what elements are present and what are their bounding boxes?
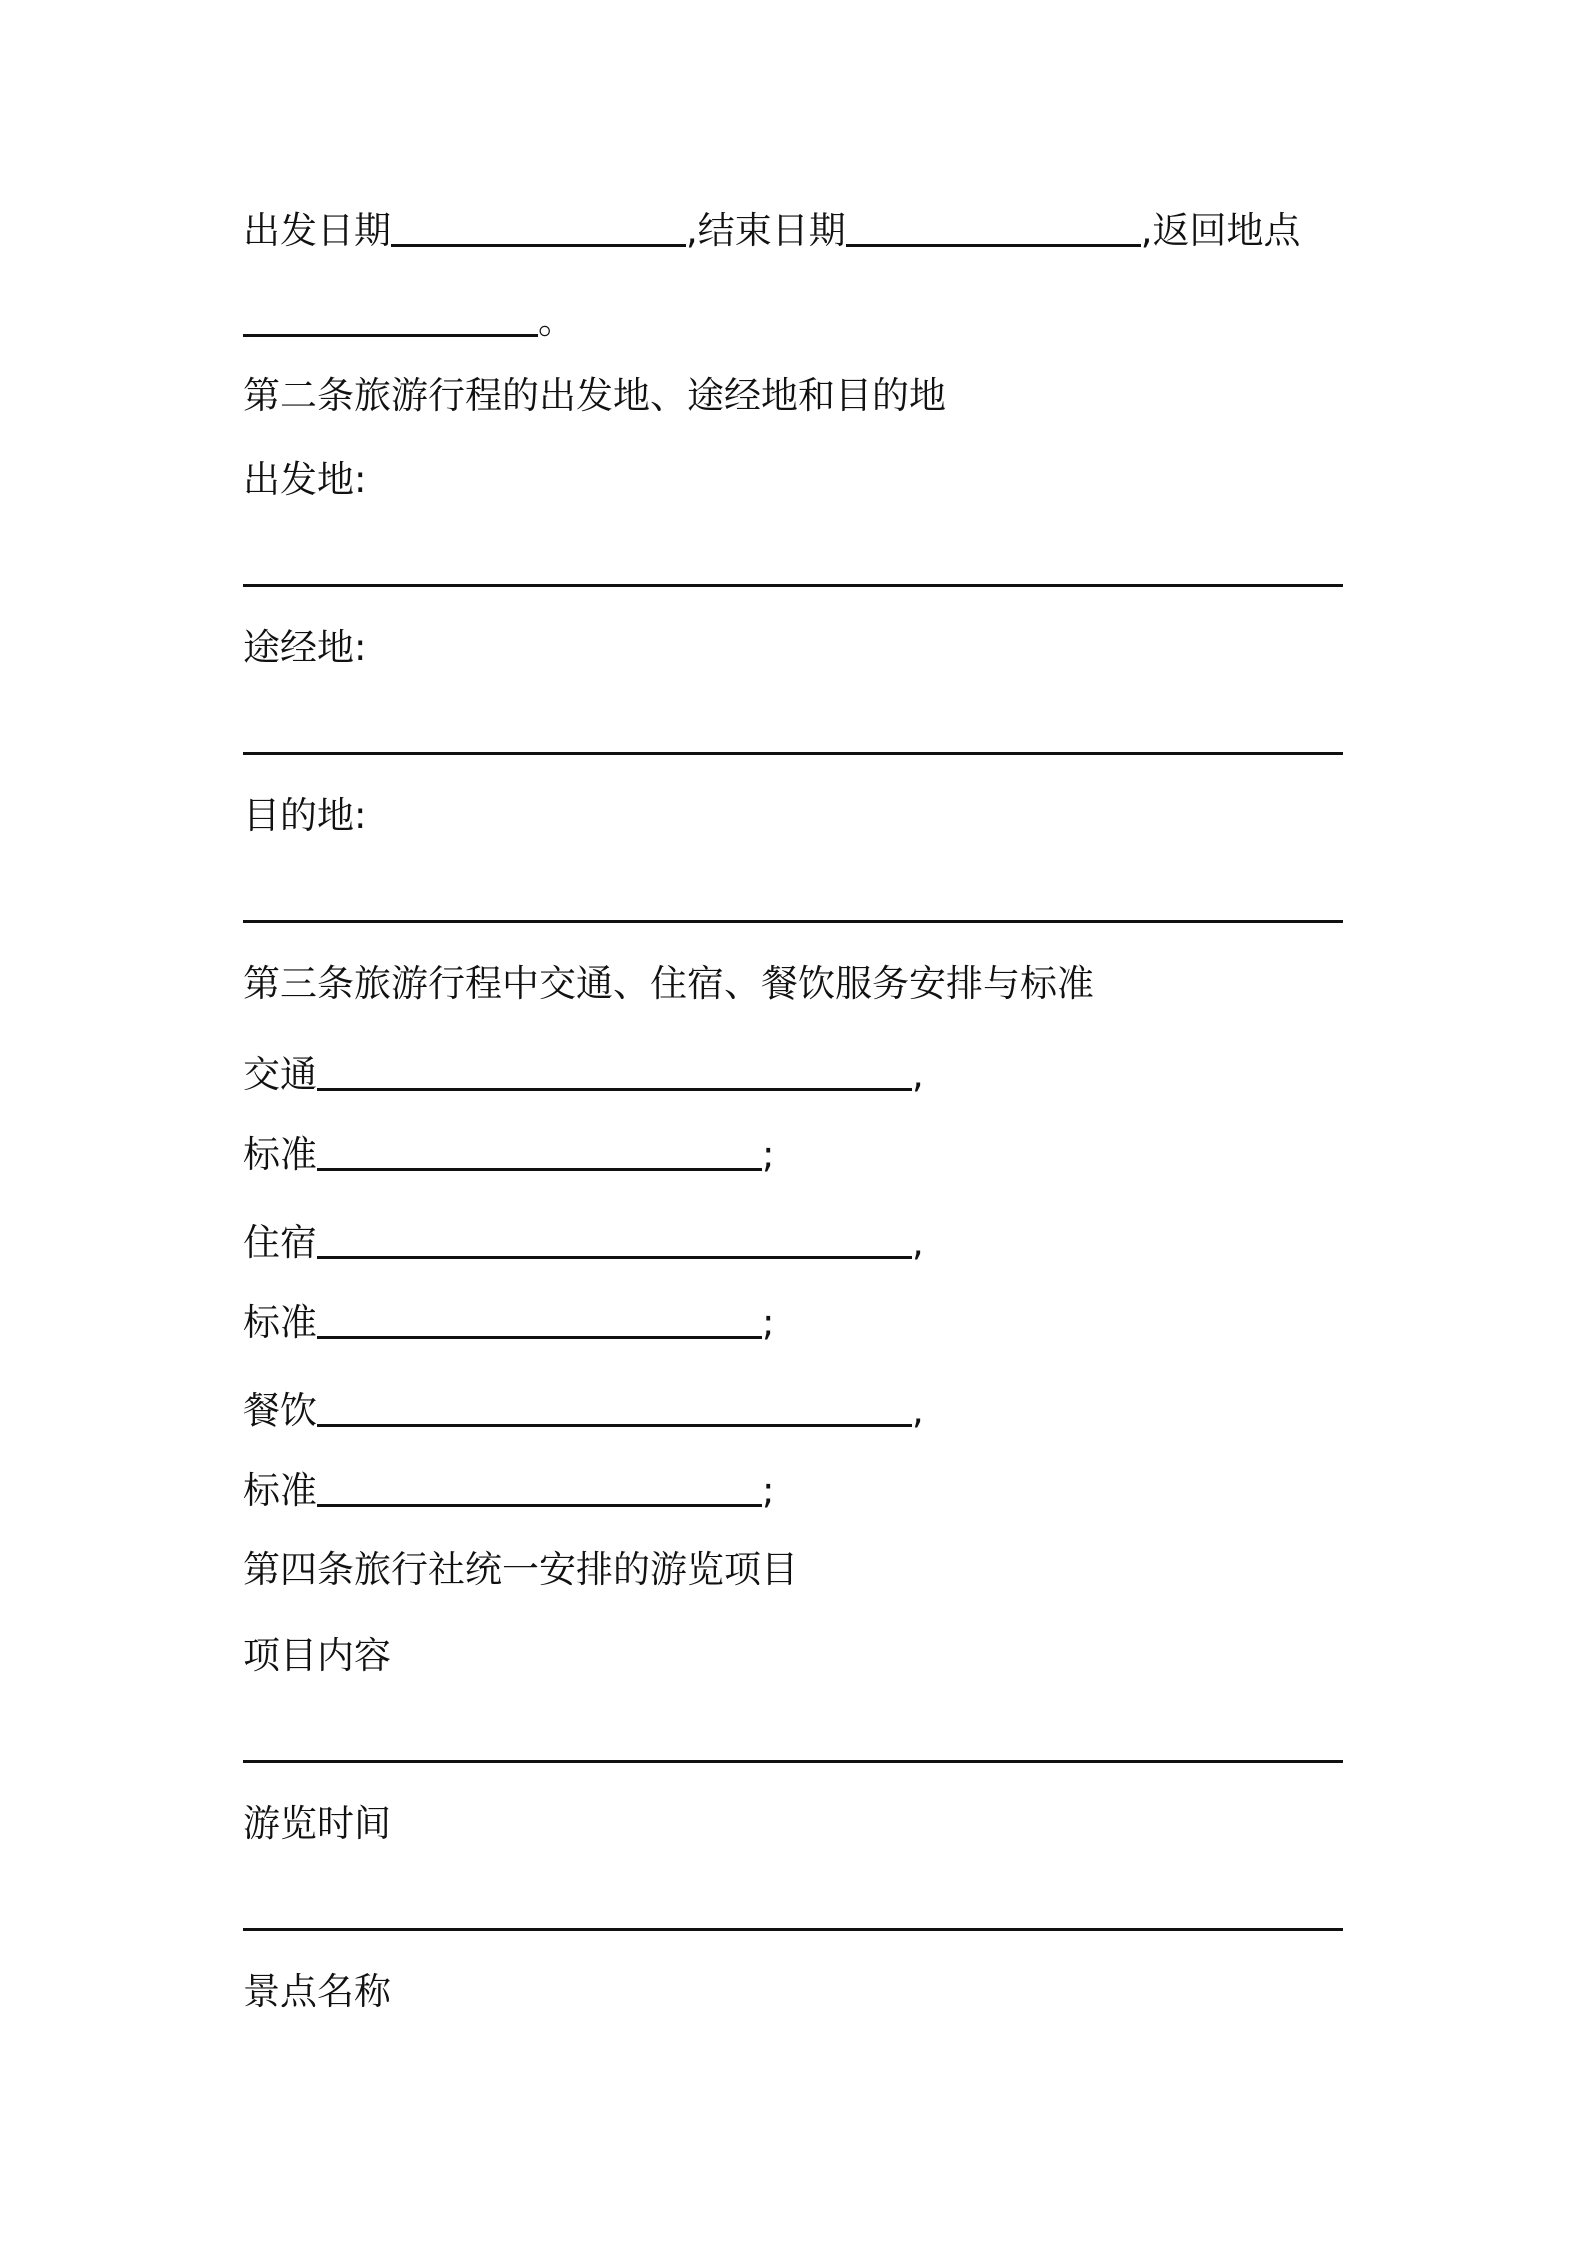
end-date-blank[interactable]	[846, 208, 1141, 247]
dining-standard-line	[243, 1468, 774, 1513]
dining-standard-end: ;	[762, 1469, 775, 1512]
article2-heading: 第二条旅游行程的出发地、途经地和目的地	[243, 374, 946, 417]
dining-label: 餐饮	[243, 1389, 317, 1432]
dates-separator-2: ,	[1140, 209, 1153, 252]
transport-line	[243, 1052, 924, 1097]
transport-standard-line	[243, 1132, 774, 1177]
dining-standard-blank[interactable]	[317, 1468, 762, 1507]
origin-blank[interactable]	[243, 584, 1343, 587]
transport-standard-blank[interactable]	[317, 1132, 762, 1171]
transport-standard-label: 标准	[243, 1133, 317, 1176]
lodging-standard-label: 标准	[243, 1301, 317, 1344]
tour-time-label: 游览时间	[243, 1802, 391, 1845]
transport-standard-end: ;	[762, 1133, 775, 1176]
transport-blank[interactable]	[317, 1052, 912, 1091]
lodging-end: ,	[912, 1221, 924, 1264]
end-date-label: 结束日期	[697, 209, 846, 252]
article3-heading: 第三条旅游行程中交通、住宿、餐饮服务安排与标准	[243, 962, 1094, 1005]
lodging-line	[243, 1220, 924, 1265]
return-place-label: 返回地点	[1152, 209, 1301, 252]
via-blank[interactable]	[243, 752, 1343, 755]
lodging-standard-blank[interactable]	[317, 1300, 762, 1339]
lodging-standard-end: ;	[762, 1301, 775, 1344]
return-place-blank[interactable]	[243, 298, 538, 337]
article4-heading: 第四条旅行社统一安排的游览项目	[243, 1548, 798, 1591]
origin-label: 出发地:	[243, 458, 367, 501]
departure-date-label: 出发日期	[243, 209, 391, 252]
destination-label: 目的地:	[243, 794, 367, 837]
dining-line	[243, 1388, 924, 1433]
dining-blank[interactable]	[317, 1388, 912, 1427]
dates-line	[243, 208, 1301, 253]
lodging-standard-line	[243, 1300, 774, 1345]
item-content-blank[interactable]	[243, 1760, 1343, 1763]
lodging-label: 住宿	[243, 1221, 317, 1264]
dates-separator-1: ,	[686, 209, 698, 252]
return-place-line	[243, 298, 575, 343]
departure-date-blank[interactable]	[391, 208, 686, 247]
destination-blank[interactable]	[243, 920, 1343, 923]
via-label: 途经地:	[243, 626, 367, 669]
transport-label: 交通	[243, 1053, 317, 1096]
dining-end: ,	[912, 1389, 924, 1432]
lodging-blank[interactable]	[317, 1220, 912, 1259]
item-content-label: 项目内容	[243, 1634, 391, 1677]
tour-time-blank[interactable]	[243, 1928, 1343, 1931]
transport-end: ,	[912, 1053, 924, 1096]
dining-standard-label: 标准	[243, 1469, 317, 1512]
scenic-spot-label: 景点名称	[243, 1970, 391, 2013]
return-place-end-mark: 。	[538, 299, 575, 342]
